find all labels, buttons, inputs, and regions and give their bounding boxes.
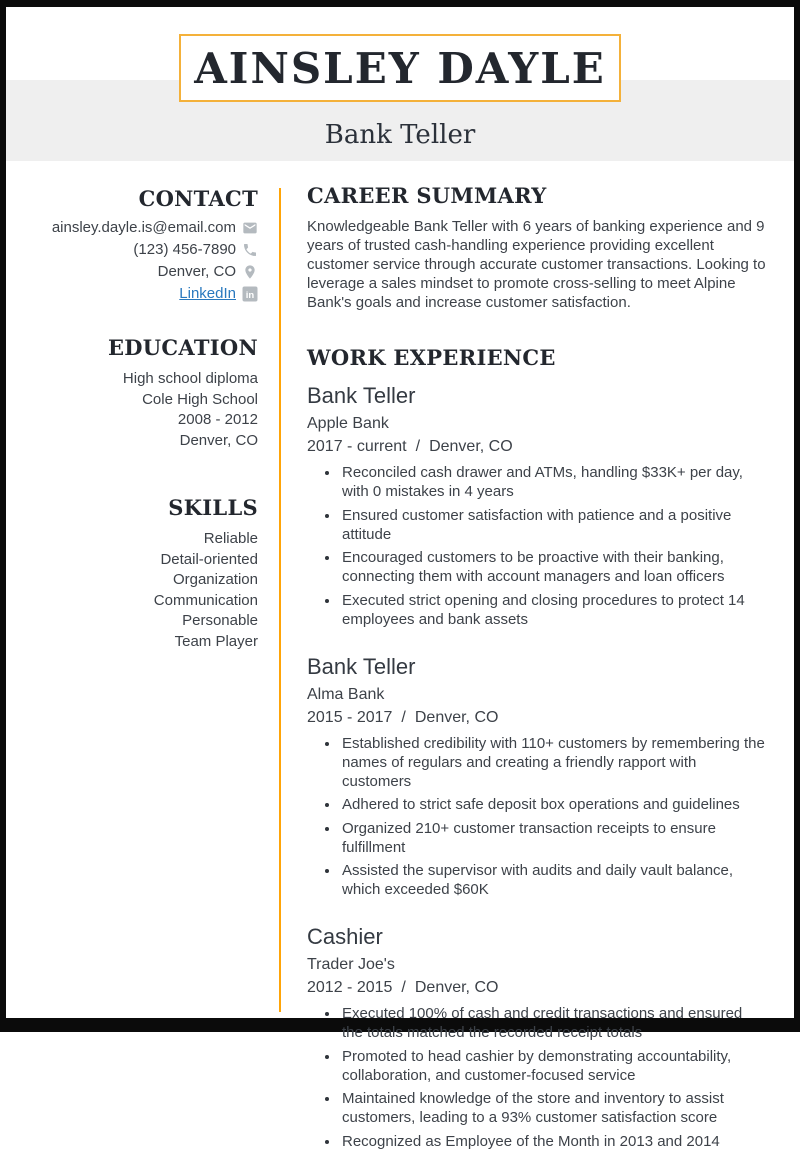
location-pin-icon <box>242 264 258 280</box>
contact-row-linkedin <box>6 286 258 302</box>
skills-list <box>6 529 258 652</box>
job-bullet: • Maintained knowledge of the store and inventory to assist customers, leading to a 93% customer satisfaction score <box>340 1089 766 1127</box>
job-bullet: • Reconciled cash drawer and ATMs, handling $33K+ per day, with 0 mistakes in 4 years <box>340 463 766 501</box>
candidate-name: AINSLEY DAYLE <box>194 43 606 93</box>
job-bullet: • Ensured customer satisfaction with patience and a positive attitude <box>340 506 766 544</box>
contact-row-location <box>6 264 258 280</box>
skill-item: Reliable <box>203 530 258 547</box>
career-summary-heading: CAREER SUMMARY <box>307 183 547 208</box>
job-location: Denver, CO <box>429 438 513 455</box>
job-title: Bank Teller <box>307 383 416 408</box>
skills-section <box>6 495 258 652</box>
job-location: Denver, CO <box>414 708 499 726</box>
envelope-icon <box>242 220 258 236</box>
job-dates: 2017 - current <box>307 438 407 455</box>
svg-text:in: in <box>245 290 255 301</box>
career-summary-section <box>307 183 766 312</box>
education-heading: EDUCATION <box>107 335 258 360</box>
job-bullets <box>307 463 766 629</box>
skill-item: Communication <box>153 591 258 609</box>
education-line: Cole High School <box>142 390 258 408</box>
job-location: Denver, CO <box>414 979 499 996</box>
content-columns <box>6 161 794 1150</box>
linkedin-icon <box>242 286 258 302</box>
education-line: High school diploma <box>122 370 258 387</box>
contact-row-email <box>6 220 258 236</box>
education-line: 2008 - 2012 <box>177 411 258 428</box>
job-dates: 2012 - 2015 <box>307 979 393 996</box>
work-experience-section <box>307 345 766 1151</box>
job-bullet: • Recognized as Employee of the Month in 2013 and 2014 <box>340 1132 766 1151</box>
job-entry <box>307 925 766 1151</box>
main-column <box>281 161 794 1150</box>
job-bullet: • Promoted to head cashier by demonstrating accountability, collaboration, and customer-focused service <box>340 1047 766 1085</box>
job-company: Trader Joe's <box>307 956 395 973</box>
job-title: Bank Teller <box>307 653 416 679</box>
date-location-separator: / <box>401 979 406 996</box>
job-title-banner <box>6 109 794 161</box>
job-entry <box>307 384 766 629</box>
date-location-separator: / <box>415 438 421 455</box>
job-bullets <box>307 734 766 900</box>
skill-item: Personable <box>182 612 258 629</box>
job-bullet: • Executed 100% of cash and credit transactions and ensured the totals matched the recorded receipt totals <box>340 1004 766 1042</box>
job-bullet: • Assisted the supervisor with audits and daily vault balance, which exceeded $60K <box>340 861 766 899</box>
job-title: Cashier <box>307 924 383 949</box>
job-bullet: • Encouraged customers to be proactive with their banking, connecting them with account managers and loan officers <box>340 548 766 586</box>
linkedin-link[interactable]: LinkedIn <box>179 285 236 302</box>
contact-row-phone <box>6 242 258 258</box>
sidebar <box>6 161 258 1018</box>
job-bullets <box>307 1004 766 1151</box>
contact-heading: CONTACT <box>138 186 258 211</box>
job-company: Apple Bank <box>307 415 389 432</box>
education-line: Denver, CO <box>179 431 258 449</box>
job-dates-line <box>307 709 766 726</box>
job-bullet: • Adhered to strict safe deposit box operations and guidelines <box>340 795 766 814</box>
education-lines <box>6 369 258 451</box>
location-text: Denver, CO <box>157 263 236 280</box>
education-section <box>6 335 258 451</box>
skill-item: Team Player <box>174 632 258 650</box>
job-bullet: • Executed strict opening and closing procedures to protect 14 employees and bank assets <box>340 591 766 629</box>
skill-item: Detail-oriented <box>160 550 258 568</box>
date-location-separator: / <box>401 708 406 726</box>
job-dates-line <box>307 979 766 996</box>
header <box>6 7 794 161</box>
job-entry <box>307 655 766 900</box>
phone-icon <box>242 242 258 258</box>
name-box <box>179 34 621 102</box>
job-bullet: • Organized 210+ customer transaction receipts to ensure fulfillment <box>340 819 766 857</box>
phone-text: (123) 456-7890 <box>133 241 236 258</box>
career-summary-text: Knowledgeable Bank Teller with 6 years of banking experience and 9 years of trusted cash-handling experience providing excellent customer service through accurate customer transactions. Looking to leverage a sales mindset to promote cross-selling to meet Alpine Bank's goals and increase customer satisfaction. <box>307 218 766 311</box>
job-bullet: • Established credibility with 110+ customers by remembering the names of regulars and creating a friendly rapport with customers <box>340 734 766 791</box>
job-dates: 2015 - 2017 <box>307 708 393 726</box>
job-company: Alma Bank <box>307 685 385 703</box>
candidate-job-title: Bank Teller <box>324 120 476 150</box>
work-experience-heading: WORK EXPERIENCE <box>307 345 556 370</box>
email-text: ainsley.dayle.is@email.com <box>51 219 236 236</box>
job-dates-line <box>307 438 766 455</box>
contact-section <box>6 186 258 302</box>
skill-item: Organization <box>172 571 258 588</box>
skills-heading: SKILLS <box>168 495 258 520</box>
